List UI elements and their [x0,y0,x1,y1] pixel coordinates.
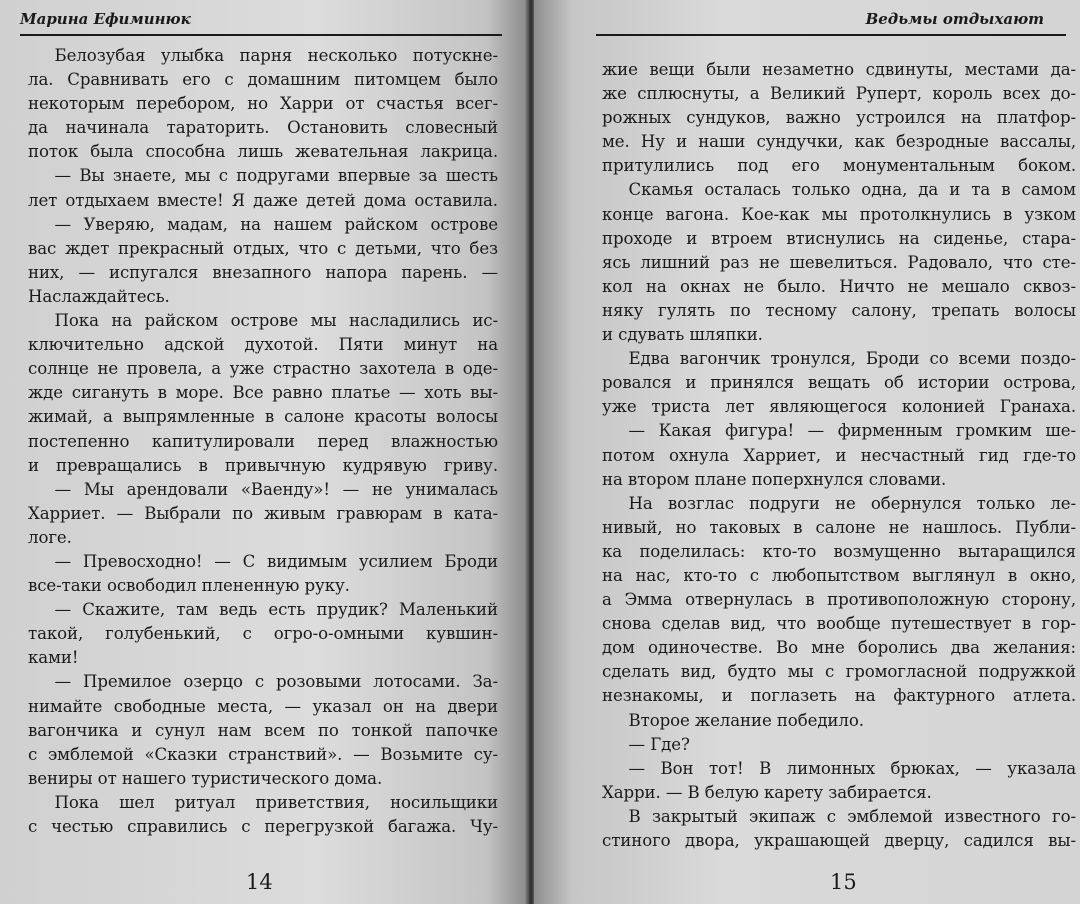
text-line: Пока шел ритуал приветствия, носильщики [54,792,498,812]
text-line: жимай, а выпрямленные в салоне красоты волосы [28,407,498,427]
text-line: а Эмма отвернулась в противоположную сторону, [602,590,1076,610]
text-line: — Где? [628,734,690,754]
text-line: с честью справились с перегрузкой багажа. Чу- [28,817,498,836]
text-line: на нас, кто-то с любопытством выглянул в окно, [602,565,1076,585]
text-line: кол на окнах не было. Ничто не мешало сквоз- [602,276,1076,296]
text-line: ла. Сравнивать его с домашним питомцем было [28,70,498,90]
text-line: Харри. — В белую карету забирается. [602,782,932,802]
text-line: — Мы арендовали «Ваенду»! — не унималась [54,479,498,499]
text-line: жде сигануть в море. Все равно платье — хоть вы- [28,383,498,403]
text-line: нивый, но таковых в салоне не нашлось. Публи- [602,517,1076,537]
text-line: Едва вагончик тронулся, Броди со всеми поздо- [628,349,1076,369]
text-line: Белозубая улыбка парня несколько потускне- [54,46,498,65]
text-line: некоторым перебором, но Харри от счастья всег- [28,94,498,114]
text-line: и превращались в привычную кудрявую гриву. [28,455,498,475]
page-number-right: 15 [830,870,857,894]
text-line: — Превосходно! — С видимым усилием Броди [54,551,498,571]
text-line: такой, голубенький, с огро-о-омными кувшин- [28,624,498,644]
text-line: няку гулять по тесному салону, трепать волосы [602,300,1076,320]
text-line: постепенно капитулировали перед влажностью [28,431,498,451]
header-rule [20,34,502,36]
text-line: ме. Ну и наши сундучки, как безродные вассалы, [602,132,1076,152]
text-line: — Вон тот! В лимонных брюках, — указала [628,758,1076,778]
text-line: вагончика и сунул нам всем по тонкой папочке [28,720,498,740]
text-line: ровался и принялся вещать об истории острова, [602,373,1076,393]
right-page [534,0,1080,904]
text-line: потом охнула Харриет, и несчастный гид где-то [602,445,1076,465]
text-line: жие вещи были незаметно сдвинуты, местами да- [602,60,1076,79]
text-line: — Уверяю, мадам, на нашем райском острове [54,214,498,234]
text-line: дом одиночестве. Во мне боролись два желания: [602,638,1076,658]
text-line: вениры от нашего туристического дома. [28,768,383,788]
left-page [0,0,528,904]
text-line: да начинала тараторить. Остановить словесный [28,118,498,138]
text-line: незнакомы, и поглазеть на фактурного атлета. [602,686,1076,706]
text-line: Пока на райском острове мы насладились ис- [54,311,498,331]
text-line: и сдувать шляпки. [602,325,763,345]
text-line: На возглас подруги не обернулся только ле- [628,493,1076,513]
text-line: — Какая фигура! — фирменным громким ше- [628,421,1076,441]
right-page-body-text [602,58,1076,853]
text-line: ясь лишний раз не шевелиться. Радовало, что сте- [602,252,1076,272]
running-head-title: Ведьмы отдыхают [865,10,1044,28]
text-line: все-таки освободил плененную руку. [28,576,350,596]
running-head-author: Марина Ефиминюк [20,10,191,28]
text-line: них, — испугался внезапного напора парень. — [28,262,498,282]
text-line: на втором плане поперхнулся словами. [602,469,947,489]
text-line: рожных сундуков, важно устроился на платфор- [602,108,1076,128]
text-line: поток была способна лишь жевательная лакрица. [28,142,498,162]
text-line: — Скажите, там ведь есть прудик? Маленький [54,600,498,620]
text-line: притулились под его монументальным боком. [602,156,1076,176]
text-line: конце вагона. Кое-как мы протолкнулись в узком [602,204,1076,224]
text-line: Скамья осталась только одна, да и та в самом [628,180,1076,200]
text-line: с эмблемой «Сказки странствий». — Возьмите су- [28,744,498,764]
text-line: сделать вид, будто мы с громогласной подружкой [602,662,1076,682]
text-line: уже триста лет являющегося колонией Гранаха. [602,397,1076,417]
text-line: Харриет. — Выбрали по живым гравюрам в ката- [28,503,498,523]
text-line: снова сделав вид, что вообще путешествует в гор- [602,614,1076,634]
text-line: Наслаждайтесь. [28,286,170,306]
page-number-left: 14 [246,870,273,894]
text-line: нимайте свободные места, — указал он на двери [28,696,498,716]
text-line: В закрытый экипаж с эмблемой известного го- [628,806,1076,826]
text-line: ключительно адской духотой. Пяти минут на [28,335,498,355]
text-line: вас ждет прекрасный отдых, что с детьми, что без [28,238,498,258]
text-line: ками! [28,648,79,668]
text-line: солнце не провела, а уже страстно захотела в оде- [28,359,498,379]
text-line: — Премилое озерцо с розовыми лотосами. За- [54,672,498,692]
text-line: же сплюснуты, а Великий Руперт, король всех до- [602,84,1076,104]
text-line: проходе и втроем втиснулись на сиденье, стара- [602,228,1076,248]
header-rule [596,34,1066,36]
text-line: стиного двора, украшающей дверцу, садился вы- [602,831,1076,850]
text-line: — Вы знаете, мы с подругами впервые за шесть [54,166,498,186]
text-line: Второе желание победило. [628,710,864,730]
text-line: ка поделилась: кто-то возмущенно вытаращился [602,541,1076,561]
text-line: лет отдыхаем вместе! Я даже детей дома оставила. [28,190,498,210]
left-page-body-text [28,44,498,839]
text-line: логе. [28,527,72,547]
